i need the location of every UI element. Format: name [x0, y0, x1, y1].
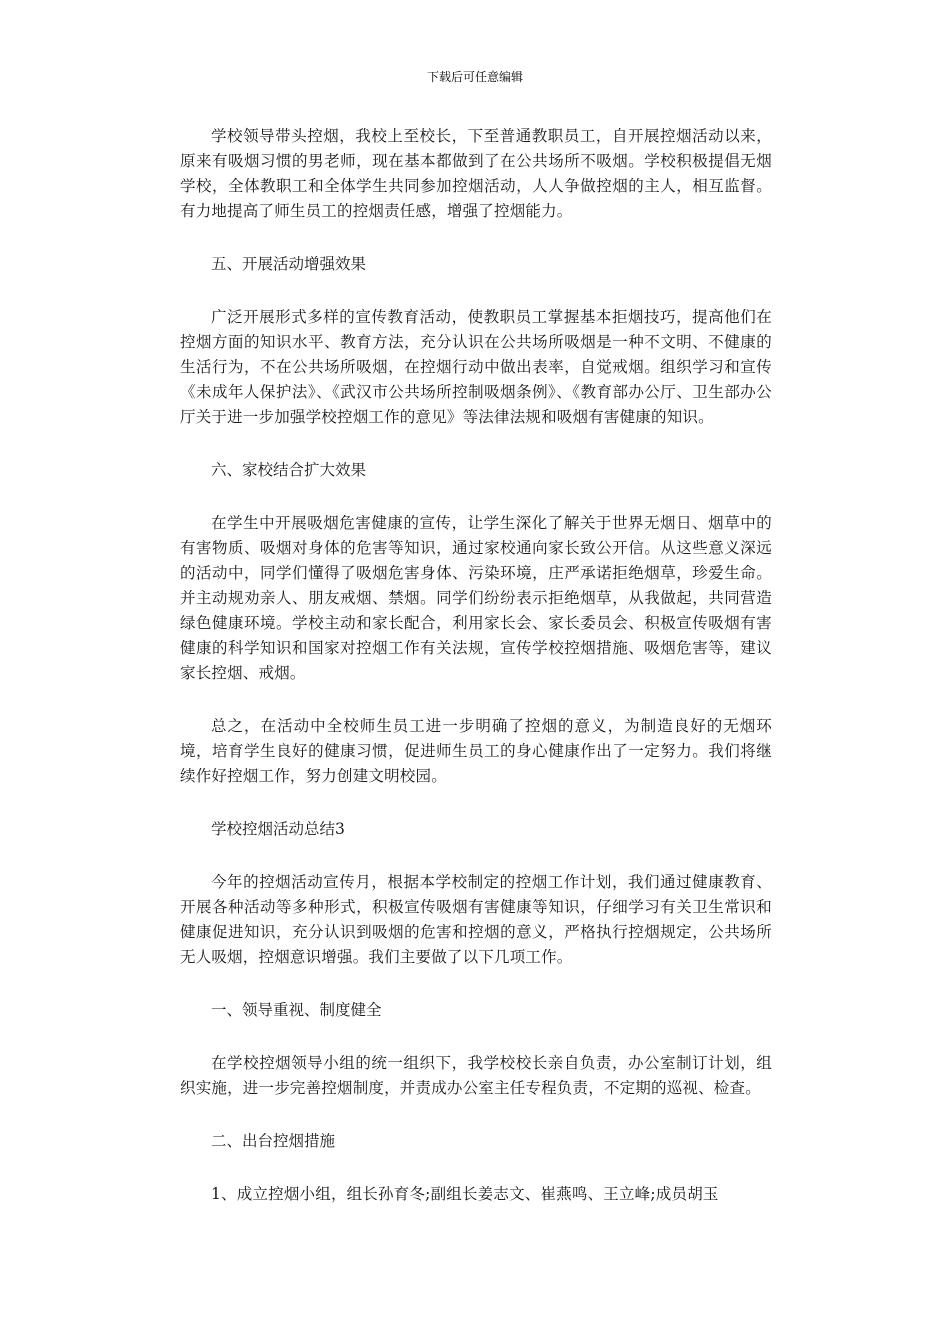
page-header: 下载后可任意编辑: [426, 70, 523, 84]
paragraph-measures-1: 1、成立控烟小组，组长孙育冬;副组长姜志文、崔燕鸣、王立峰;成员胡玉: [211, 1185, 719, 1203]
section-heading-home-school: 六、家校结合扩大效果: [211, 461, 367, 479]
paragraph-conclusion: 总之，在活动中全校师生员工进一步明确了控烟的意义，为制造良好的无烟环境，培育学生良好的健康习惯，促进师生员工的身心健康作出了一定努力。我们将继续作好控烟工作，努力创建文明校园。: [180, 717, 772, 785]
section-heading-leadership: 一、领导重视、制度健全: [211, 1001, 382, 1019]
paragraph-leadership: 在学校控烟领导小组的统一组织下，我学校校长亲自负责，办公室制订计划，组织实施，进一步完善控烟制度，并责成办公室主任专程负责，不定期的巡视、检查。: [180, 1054, 772, 1097]
section-heading-activities: 五、开展活动增强效果: [211, 255, 367, 273]
paragraph-leadership-example: 学校领导带头控烟，我校上至校长，下至普通教职员工，自开展控烟活动以来，原来有吸烟习惯的男老师，现在基本都做到了在公共场所不吸烟。学校积极提倡无烟学校，全体教职工和全体学生共同参加控烟活动，人人争做控烟的主人，相互监督。有力地提高了师生员工的控烟责任感，增强了控烟能力。: [180, 127, 772, 220]
paragraph-activities: 广泛开展形式多样的宣传教育活动，使教职员工掌握基本拒烟技巧，提高他们在控烟方面的知识水平、教育方法，充分认识在公共场所吸烟是一种不文明、不健康的生活行为，不在公共场所吸烟，在控烟行动中做出表率，自觉戒烟。组织学习和宣传《未成年人保护法》、《武汉市公共场所控制吸烟条例》、《教育部办公厅、卫生部办公厅关于进一步加强学校控烟工作的意见》等法律法规和吸烟有害健康的知识。: [180, 308, 772, 426]
paragraph-intro-3: 今年的控烟活动宣传月，根据本学校制定的控烟工作计划，我们通过健康教育、开展各种活动等多种形式，积极宣传吸烟有害健康等知识，仔细学习有关卫生常识和健康促进知识，充分认识到吸烟的危害和控烟的意义，严格执行控烟规定，公共场所无人吸烟，控烟意识增强。我们主要做了以下几项工作。: [180, 873, 772, 966]
document-body: [180, 124, 772, 1207]
document-subtitle: 学校控烟活动总结3: [211, 820, 345, 838]
section-heading-measures: 二、出台控烟措施: [211, 1132, 336, 1150]
paragraph-home-school: 在学生中开展吸烟危害健康的宣传，让学生深化了解关于世界无烟日、烟草中的有害物质、吸烟对身体的危害等知识，通过家校通向家长致公开信。从这些意义深远的活动中，同学们懂得了吸烟危害身体、污染环境，庄严承诺拒绝烟草，珍爱生命。并主动规劝亲人、朋友戒烟、禁烟。同学们纷纷表示拒绝烟草，从我做起，共同营造绿色健康环境。学校主动和家长配合，利用家长会、家长委员会、积极宣传吸烟有害健康的科学知识和国家对控烟工作有关法规，宣传学校控烟措施、吸烟危害等，建议家长控烟、戒烟。: [180, 514, 772, 682]
